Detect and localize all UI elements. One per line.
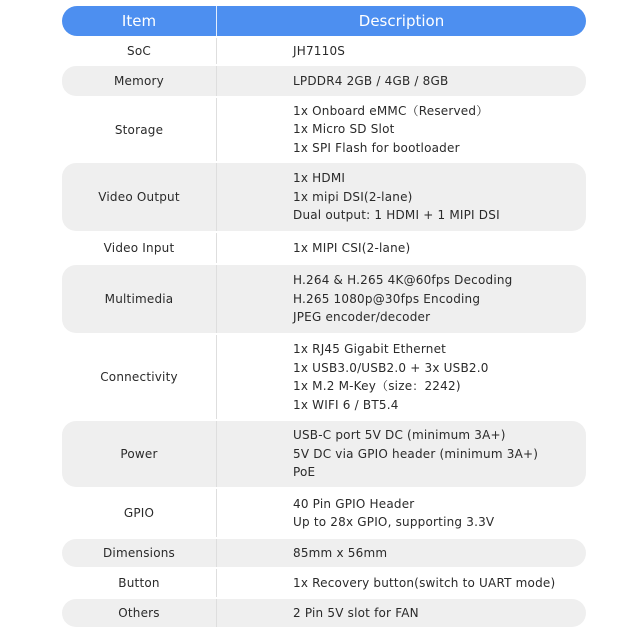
- description-line: Dual output: 1 HDMI + 1 MIPI DSI: [293, 208, 500, 223]
- row-description: [217, 426, 586, 482]
- table-body: [62, 38, 586, 627]
- header-description: Description: [358, 12, 445, 30]
- table-row: [62, 335, 586, 419]
- header-item: Item: [62, 6, 217, 36]
- row-description: [217, 271, 586, 327]
- table-row: [62, 163, 586, 231]
- description-line: 1x HDMI: [293, 171, 346, 186]
- row-description: [217, 169, 586, 225]
- row-description: [217, 604, 586, 623]
- row-description: [217, 239, 586, 258]
- description-line: 1x mipi DSI(2-lane): [293, 189, 413, 204]
- row-description: [217, 495, 586, 532]
- description-line: USB-C port 5V DC (minimum 3A+): [293, 428, 506, 443]
- table-row: [62, 66, 586, 96]
- row-item-label: Button: [62, 569, 217, 597]
- description-line: JPEG encoder/decoder: [293, 310, 431, 325]
- description-line: 1x USB3.0/USB2.0 + 3x USB2.0: [293, 360, 489, 375]
- row-description: [217, 340, 586, 414]
- description-line: PoE: [293, 465, 316, 480]
- table-row: [62, 569, 586, 597]
- table-row: [62, 489, 586, 537]
- row-item-label: Connectivity: [62, 335, 217, 419]
- row-item-label: Dimensions: [62, 539, 217, 567]
- description-line: 2 Pin 5V slot for FAN: [293, 605, 419, 620]
- description-line: 40 Pin GPIO Header: [293, 496, 415, 511]
- description-line: 1x MIPI CSI(2-lane): [293, 240, 411, 255]
- row-item-label: GPIO: [62, 489, 217, 537]
- table-row: [62, 233, 586, 263]
- table-row: [62, 98, 586, 161]
- description-line: H.264 & H.265 4K@60fps Decoding: [293, 273, 513, 288]
- description-line: Up to 28x GPIO, supporting 3.3V: [293, 515, 495, 529]
- description-line: 1x SPI Flash for bootloader: [293, 140, 460, 155]
- spec-table: [62, 6, 586, 627]
- row-item-label: Memory: [62, 66, 217, 96]
- row-item-label: Power: [62, 421, 217, 487]
- description-line: 5V DC via GPIO header (minimum 3A+): [293, 446, 539, 461]
- description-line: 1x Onboard eMMC（Reserved）: [293, 103, 489, 118]
- row-item-label: Multimedia: [62, 265, 217, 333]
- row-description: [217, 574, 586, 593]
- table-row: [62, 38, 586, 64]
- description-line: 1x WIFI 6 / BT5.4: [293, 397, 399, 412]
- description-line: JH7110S: [293, 43, 346, 58]
- row-item-label: Video Output: [62, 163, 217, 231]
- table-header: [62, 6, 586, 36]
- row-item-label: SoC: [62, 38, 217, 64]
- table-row: [62, 599, 586, 627]
- table-row: [62, 265, 586, 333]
- row-description: [217, 42, 586, 61]
- row-description: [217, 72, 586, 91]
- description-line: 1x Micro SD Slot: [293, 122, 395, 137]
- row-item-label: Others: [62, 599, 217, 627]
- description-line: H.265 1080p@30fps Encoding: [293, 291, 481, 306]
- description-line: 1x RJ45 Gigabit Ethernet: [293, 342, 447, 356]
- row-description: [217, 544, 586, 563]
- description-line: LPDDR4 2GB / 4GB / 8GB: [293, 73, 449, 88]
- table-row: [62, 421, 586, 487]
- table-row: [62, 539, 586, 567]
- row-item-label: Video Input: [62, 233, 217, 263]
- description-line: 85mm x 56mm: [293, 545, 388, 560]
- description-line: 1x Recovery button(switch to UART mode): [293, 575, 556, 590]
- row-description: [217, 102, 586, 158]
- row-item-label: Storage: [62, 98, 217, 161]
- description-line: 1x M.2 M-Key（size：2242): [293, 379, 461, 393]
